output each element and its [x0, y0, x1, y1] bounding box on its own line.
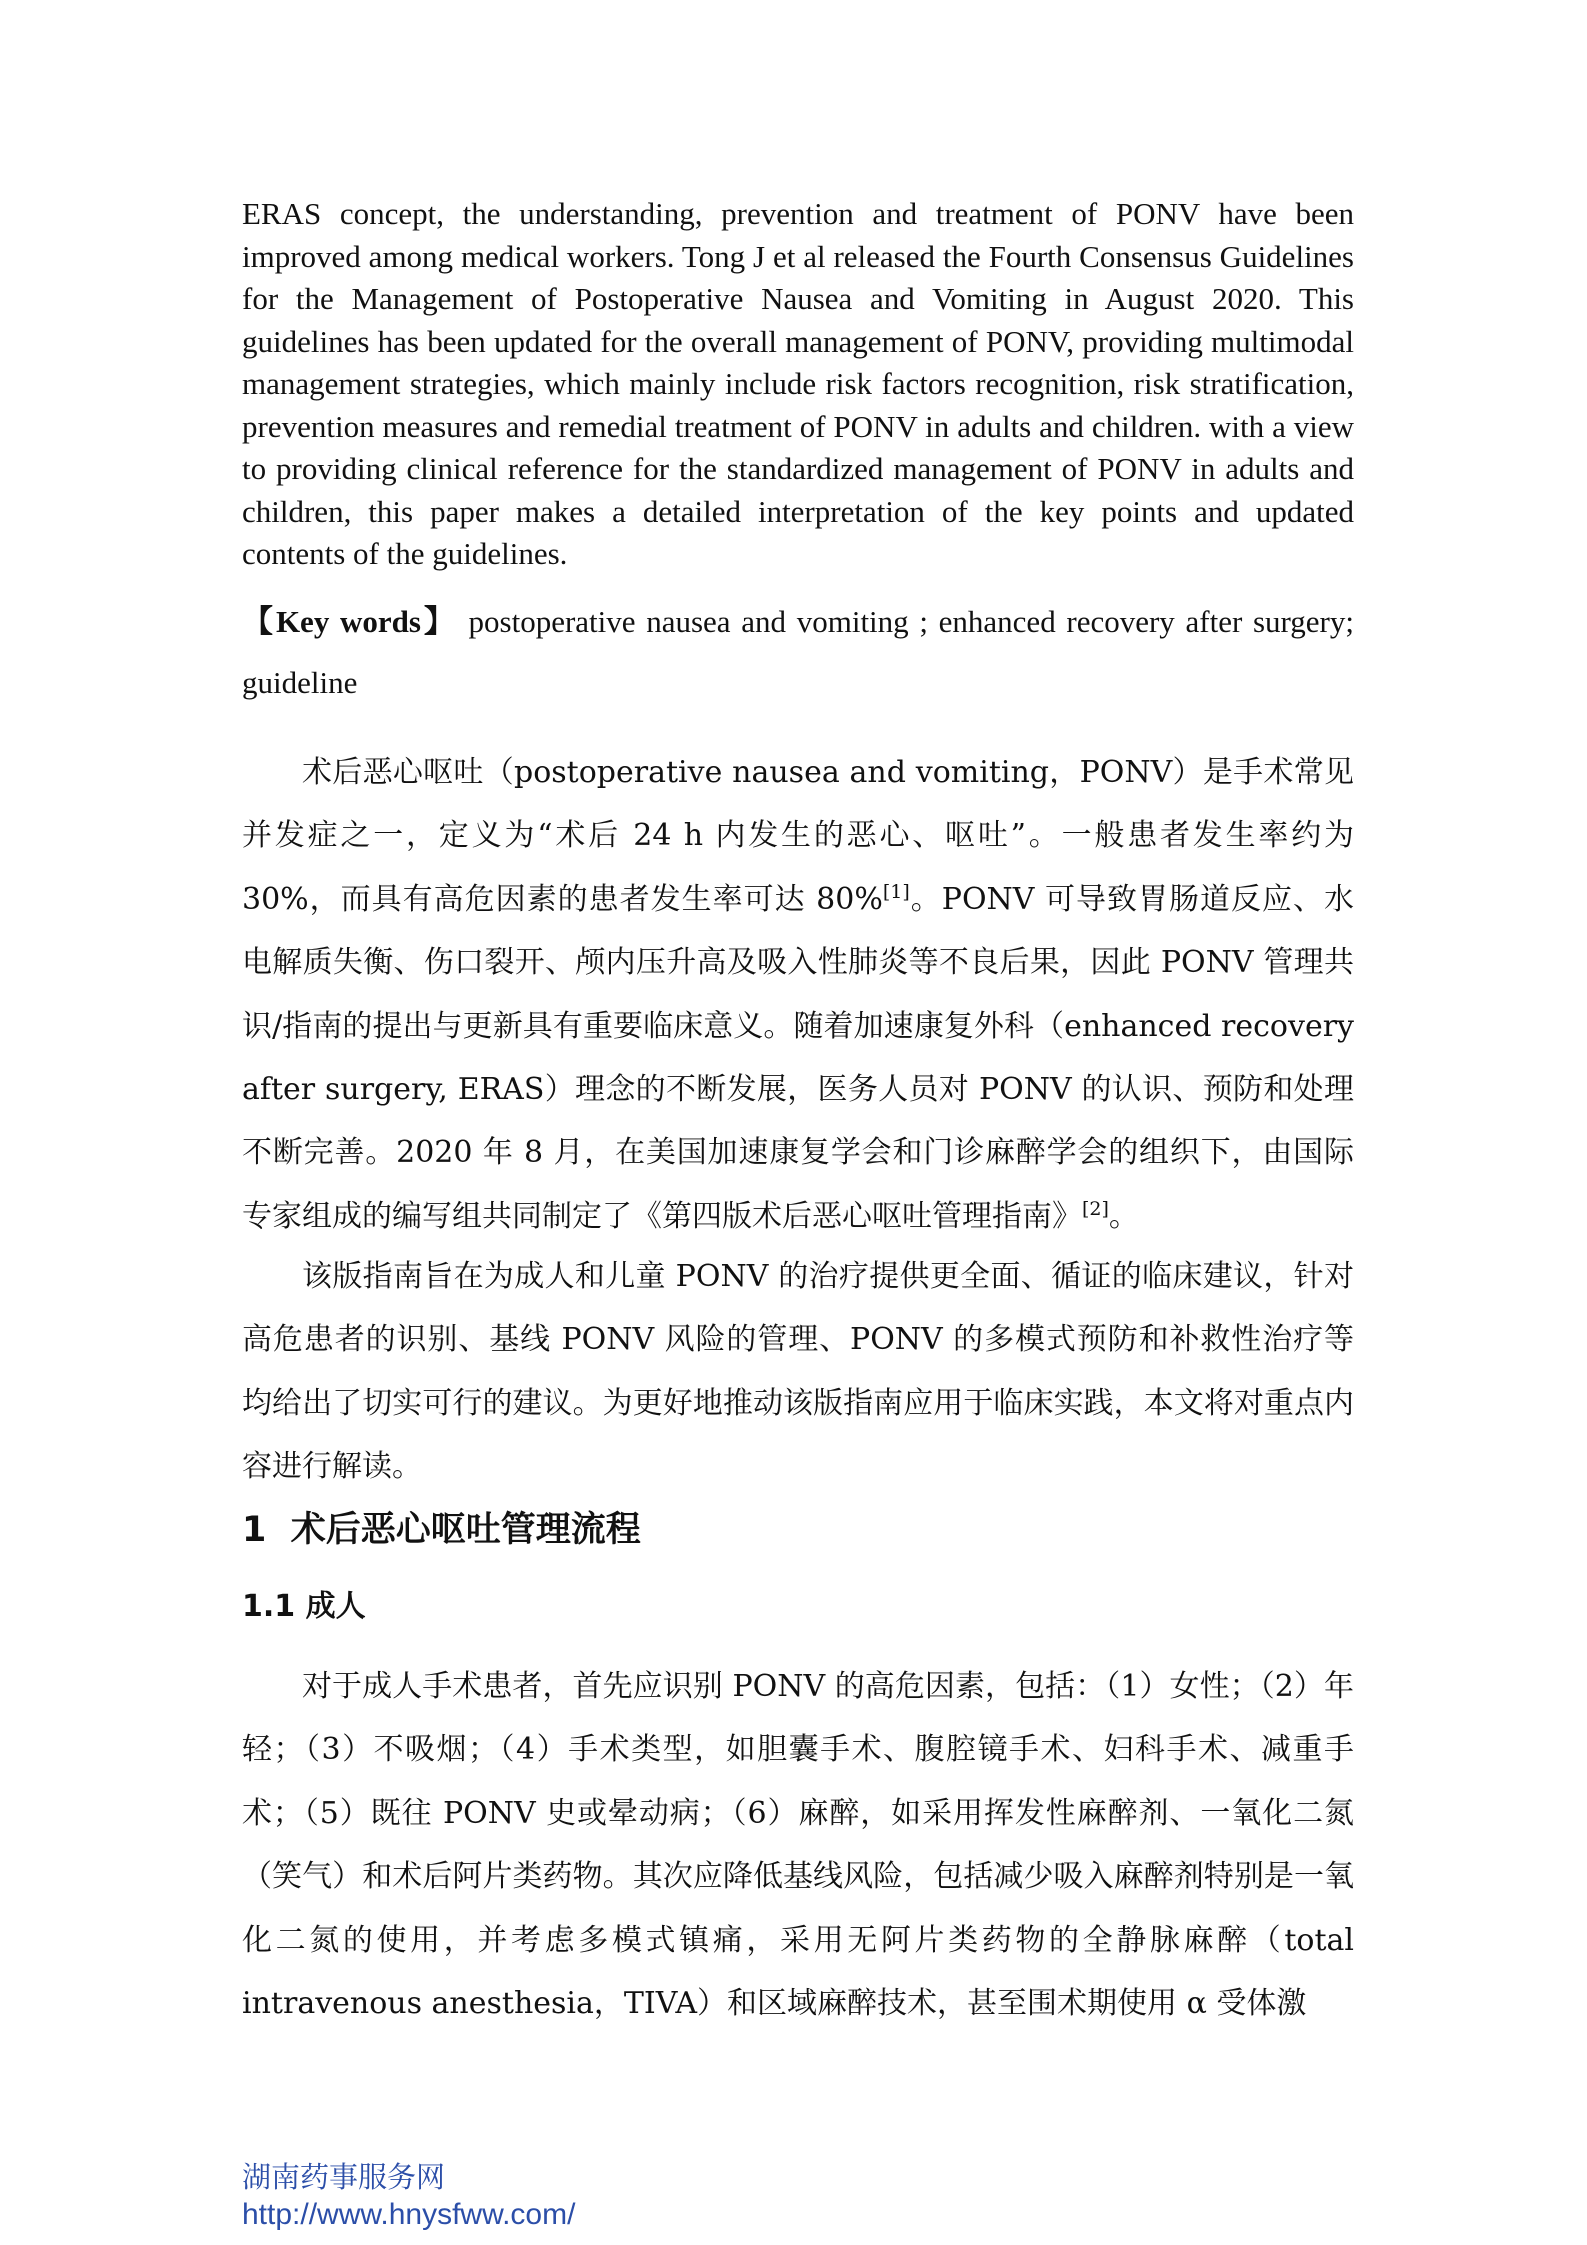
intro-p1-text-a: 术后恶心呕吐（postoperative nausea and vomiting，PONV）是手术常见并发症之一，定义为“术后 24 h 内发生的恶心、呕吐”。一般患者发生率约为 30%，而具有高危因素的患者发生率可达 80%	[242, 755, 1354, 917]
subsection-heading-1-1: 1.1 成人	[242, 1589, 366, 1624]
intro-p1-text-c: 。	[1108, 1198, 1139, 1234]
intro-p1-text-b: 。PONV 可导致胃肠道反应、水电解质失衡、伤口裂开、颅内压升高及吸入性肺炎等不良后果，因此 PONV 管理共识/指南的提出与更新具有重要临床意义。随着加速康复外科（enhanced recovery after surgery, ERAS）理念的不断发展，医务人员对 PONV 的认识、预防和处理不断完善。2020 年 8 月，在美国加速康复学会和门诊麻醉学会的组织下，由国际专家组成的编写组共同制定了《第四版术后恶心呕吐管理指南》	[242, 881, 1354, 1234]
adult-paragraph: 对于成人手术患者，首先应识别 PONV 的高危因素，包括：（1）女性；（2）年轻；（3）不吸烟；（4）手术类型，如胆囊手术、腹腔镜手术、妇科手术、减重手术；（5）既往 PONV 史或晕动病；（6）麻醉，如采用挥发性麻醉剂、一氧化二氮（笑气）和术后阿片类药物。其次应降低基线风险，包括减少吸入麻醉剂特别是一氧化二氮的使用，并考虑多模式镇痛，采用无阿片类药物的全静脉麻醉（total intravenous anesthesia，TIVA）和区域麻醉技术，甚至围术期使用 α 受体激	[242, 1669, 1354, 2022]
english-abstract: ERAS concept, the understanding, prevention and treatment of PONV have been improved among medical workers. Tong J et al released the Fourth Consensus Guidelines for the Management of Postoperative Nausea and Vomiting in August 2020. This guidelines has been updated for the overall management of PONV, providing multimodal management strategies, which mainly include risk factors recognition, risk stratification, prevention measures and remedial treatment of PONV in adults and children. with a view to providing clinical reference for the standardized management of PONV in adults and children, this paper makes a detailed interpretation of the key points and updated contents of the guidelines.	[242, 196, 1354, 571]
section-heading-1: 1 术后恶心呕吐管理流程	[242, 1510, 641, 1550]
footer-url-link[interactable]: http://www.hnysfww.com/	[242, 2198, 576, 2231]
keywords-label: 【Key words】	[242, 604, 458, 639]
citation-ref-1: [1]	[882, 880, 910, 903]
intro-paragraph-1	[242, 741, 1354, 1248]
intro-paragraph-2: 该版指南旨在为成人和儿童 PONV 的治疗提供更全面、循证的临床建议，针对高危患者的识别、基线 PONV 风险的管理、PONV 的多模式预防和补救性治疗等均给出了切实可行的建议。为更好地推动该版指南应用于临床实践，本文将对重点内容进行解读。	[242, 1259, 1354, 1485]
keywords-line	[242, 591, 1354, 713]
footer-site-name: 湖南药事服务网	[242, 2160, 446, 2194]
citation-ref-2: [2]	[1082, 1197, 1109, 1220]
keywords-text: postoperative nausea and vomiting ; enhanced recovery after surgery; guideline	[242, 604, 1354, 700]
